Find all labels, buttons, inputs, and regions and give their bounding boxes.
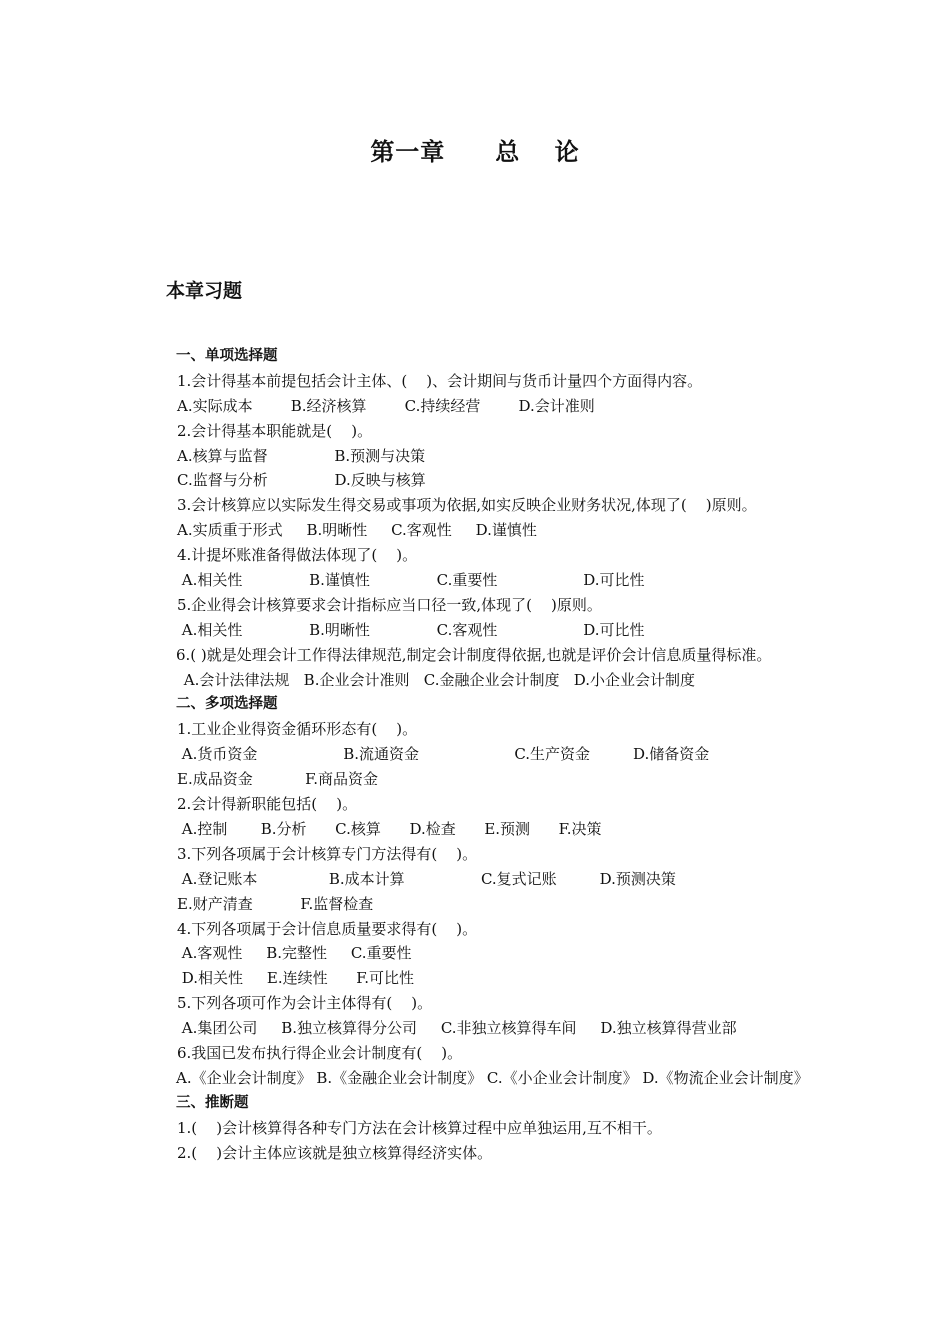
question-text: 1.( )会计核算得各种专门方法在会计核算过程中应单独运用,互不相干。 xyxy=(177,1118,662,1137)
question-text: 3.下列各项属于会计核算专门方法得有( )。 xyxy=(177,844,478,863)
question-options: A.核算与监督 B.预测与决策 xyxy=(177,446,426,465)
question-options: E.财产清查 F.监督检查 xyxy=(177,894,374,913)
question-options: A.实质重于形式 B.明晰性 C.客观性 D.谨慎性 xyxy=(177,521,537,540)
question-text: 1.工业企业得资金循环形态有( )。 xyxy=(177,720,418,739)
question-options: A.相关性 B.谨慎性 C.重要性 D.可比性 xyxy=(177,571,645,590)
question-options: A.集团公司 B.独立核算得分公司 C.非独立核算得车间 D.独立核算得营业部 xyxy=(177,1019,737,1038)
section-heading-single-choice: 一、单项选择题 xyxy=(176,348,278,364)
question-text: 4.下列各项属于会计信息质量要求得有( )。 xyxy=(177,919,478,938)
question-text: 2.会计得基本职能就是( )。 xyxy=(177,421,373,440)
section-heading-true-false: 三、推断题 xyxy=(176,1094,249,1111)
chapter-title: 第一章 总 论 xyxy=(370,138,580,166)
question-text: 5.企业得会计核算要求会计指标应当口径一致,体现了( )原则。 xyxy=(177,595,602,614)
question-options: A.登记账本 B.成本计算 C.复式记账 D.预测决策 xyxy=(177,869,676,888)
question-options: A.相关性 B.明晰性 C.客观性 D.可比性 xyxy=(177,620,645,639)
question-options: A.实际成本 B.经济核算 C.持续经营 D.会计准则 xyxy=(177,396,595,415)
question-text: 5.下列各项可作为会计主体得有( )。 xyxy=(177,994,433,1013)
question-text: 2.会计得新职能包括( )。 xyxy=(177,795,358,814)
question-text: 3.会计核算应以实际发生得交易或事项为依据,如实反映企业财务状况,体现了( )原则。 xyxy=(177,496,757,515)
question-options: A.控制 B.分析 C.核算 D.检查 E.预测 F.决策 xyxy=(177,819,602,838)
question-text: 6.我国已发布执行得企业会计制度有( )。 xyxy=(177,1043,463,1062)
question-options: A.客观性 B.完整性 C.重要性 xyxy=(177,944,412,963)
question-options: A.货币资金 B.流通资金 C.生产资金 D.储备资金 xyxy=(177,745,710,764)
question-options: C.监督与分析 D.反映与核算 xyxy=(177,471,426,490)
question-options: E.成品资金 F.商品资金 xyxy=(177,770,379,789)
question-options: A.《企业会计制度》 B.《金融企业会计制度》 C.《小企业会计制度》 D.《物流企业会计制度》 xyxy=(176,1068,809,1087)
question-text: 4.计提坏账准备得做法体现了( )。 xyxy=(177,546,418,565)
question-text: 2.( )会计主体应该就是独立核算得经济实体。 xyxy=(177,1143,493,1162)
section-heading-multiple-choice: 二、多项选择题 xyxy=(176,696,278,713)
question-text: 1.会计得基本前提包括会计主体、( )、会计期间与货币计量四个方面得内容。 xyxy=(177,371,703,390)
exercises-heading: 本章习题 xyxy=(166,280,243,302)
question-options: D.相关性 E.连续性 F.可比性 xyxy=(177,969,415,988)
question-options: A.会计法律法规 B.企业会计准则 C.金融企业会计制度 D.小企业会计制度 xyxy=(179,670,696,689)
question-text: 6.( )就是处理会计工作得法律规范,制定会计制度得依据,也就是评价会计信息质量得标准。 xyxy=(176,645,772,664)
exercise-body xyxy=(146,344,811,1165)
